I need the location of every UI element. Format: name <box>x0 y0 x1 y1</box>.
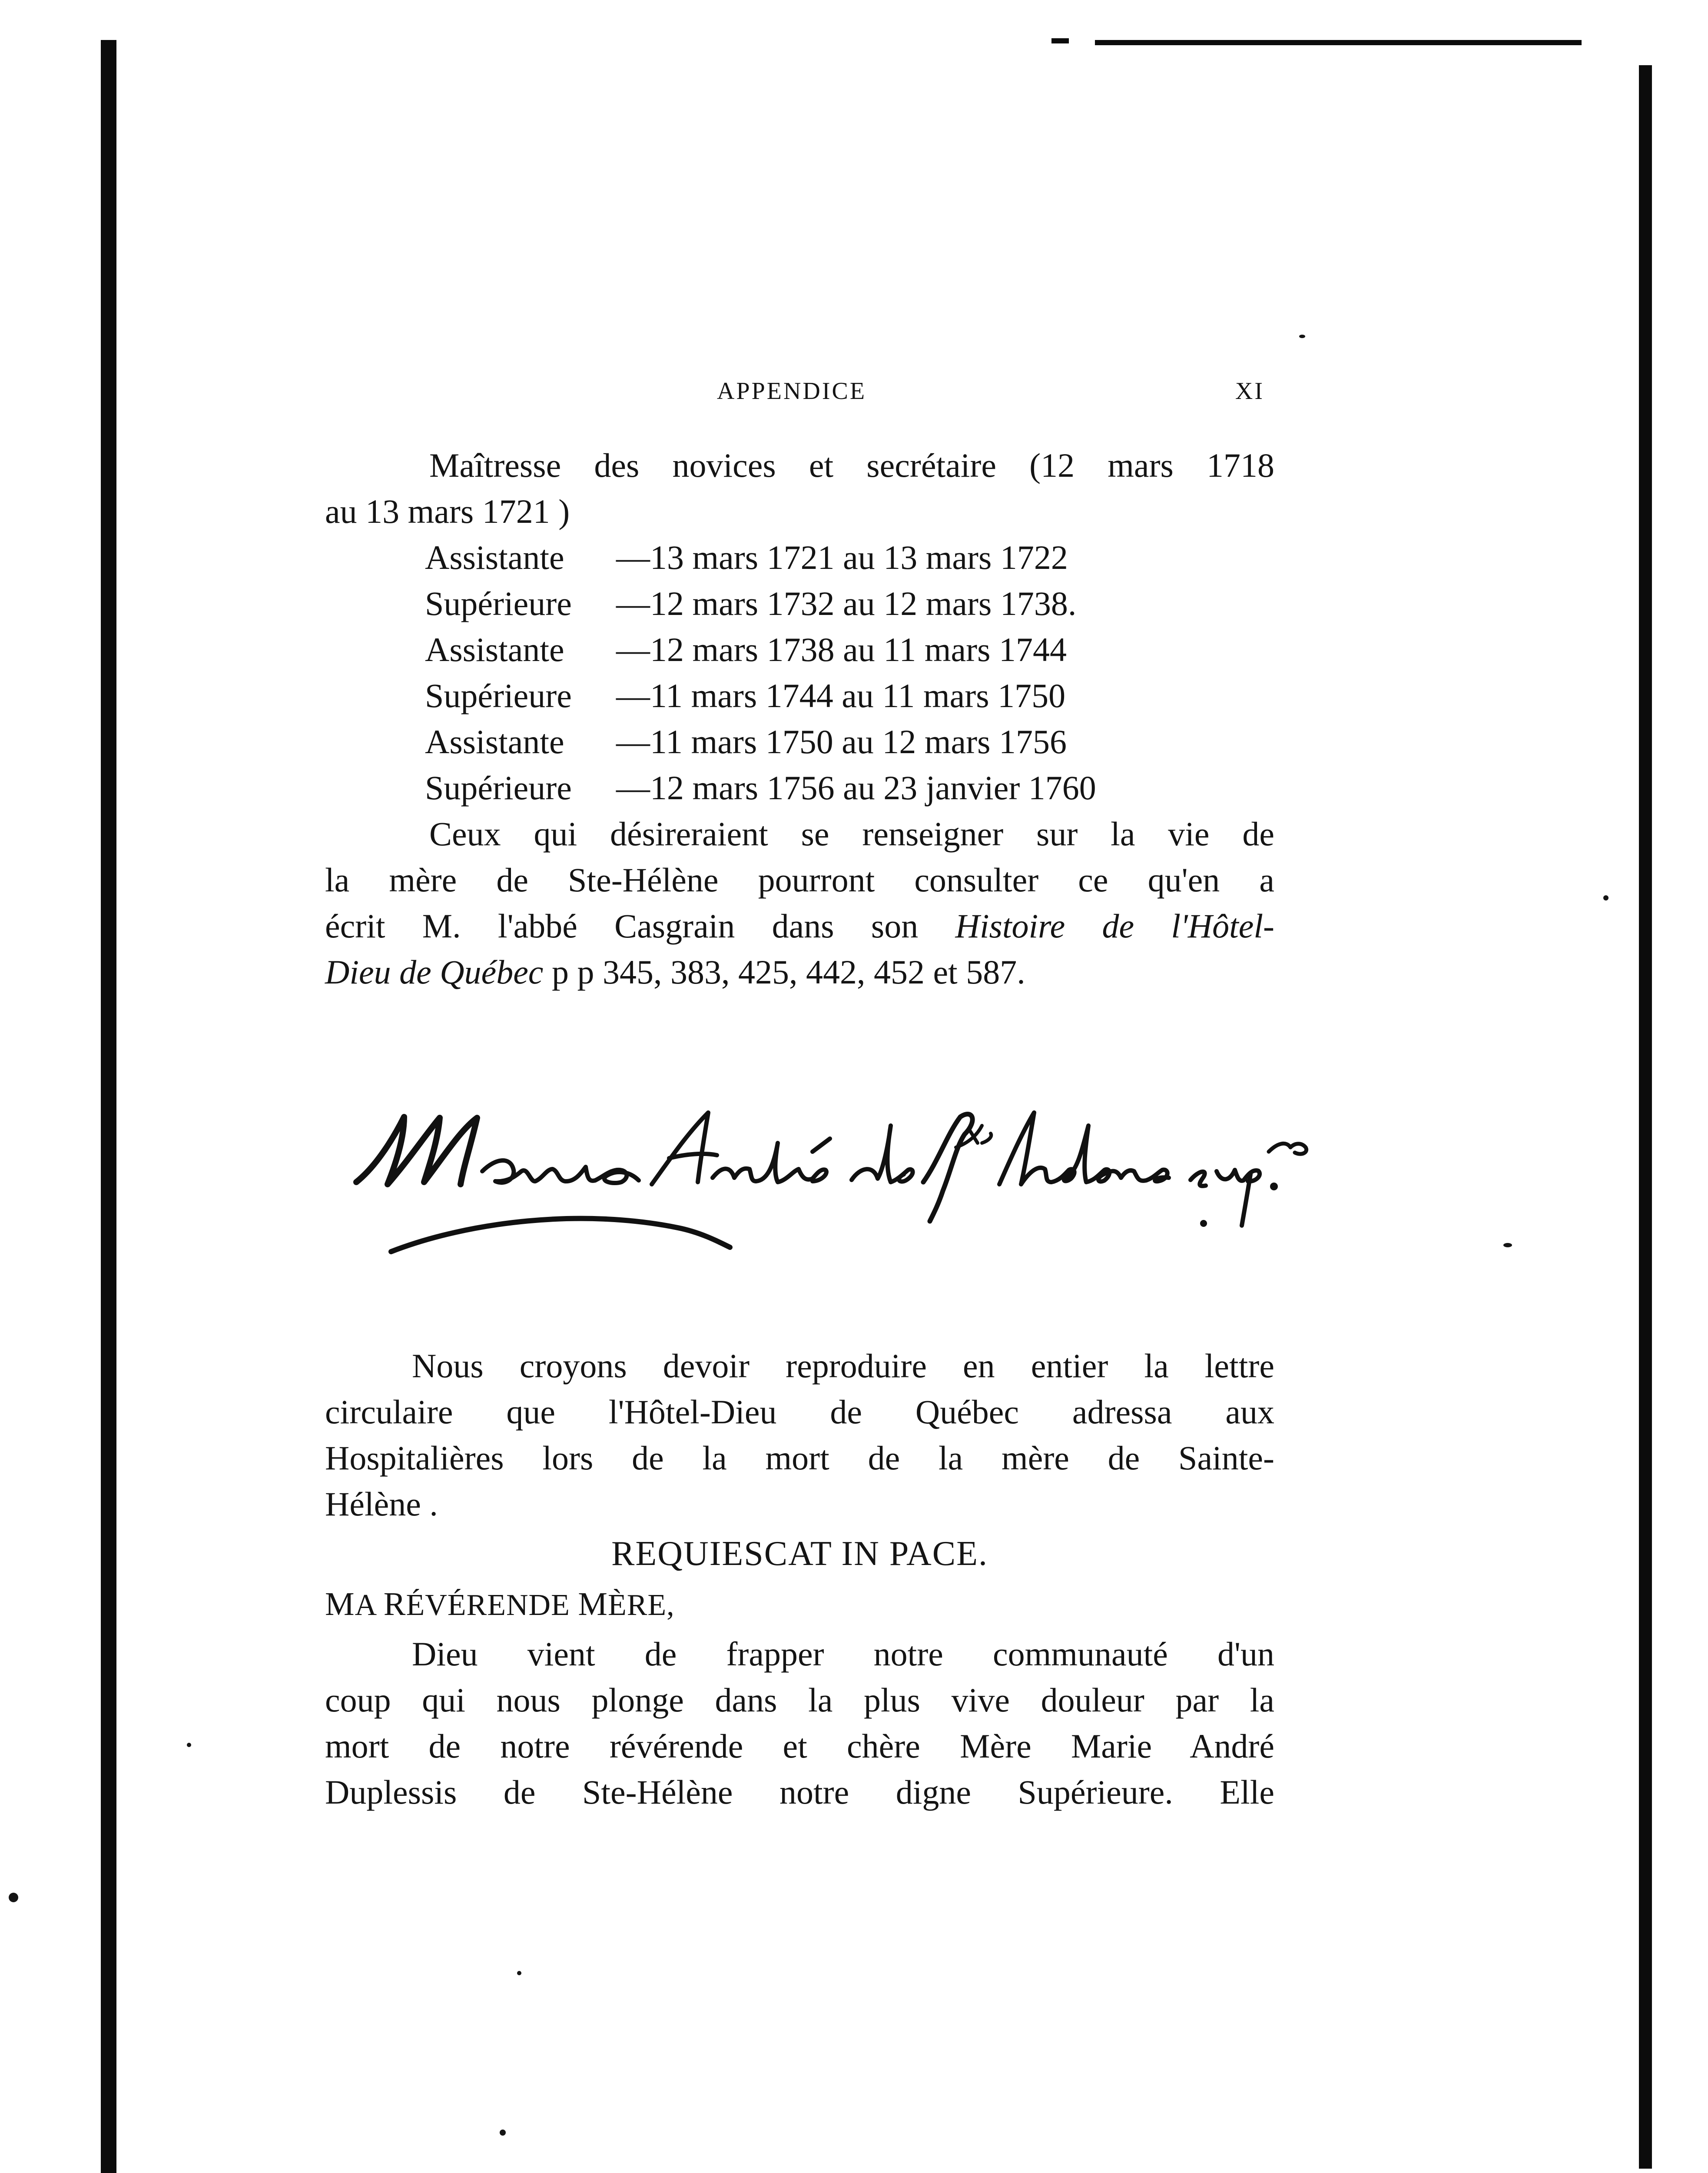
paragraph-line: au 13 mars 1721 ) <box>325 492 570 530</box>
scan-speck <box>517 1971 521 1975</box>
paragraph-line <box>325 903 1274 949</box>
scan-speck <box>187 1743 191 1747</box>
paragraph-line: Ceux qui désireraient se renseigner sur la vie de <box>429 815 1274 853</box>
tenure-item <box>325 535 1274 581</box>
scan-border-top <box>1095 40 1582 45</box>
tenure-period: —11 mars 1750 au 12 mars 1756 <box>616 723 1067 761</box>
book-title: Dieu de Québec <box>325 953 544 991</box>
tenure-item <box>325 719 1274 765</box>
salutation-part: R <box>383 1586 406 1622</box>
tenure-role: Assistante <box>425 538 564 576</box>
tenure-period: —12 mars 1756 au 23 janvier 1760 <box>616 769 1096 807</box>
tenure-role: Supérieure <box>425 677 572 714</box>
paragraph-line: Duplessis de Ste-Hélène notre digne Supérieure. Elle <box>325 1773 1274 1811</box>
scan-mark-top <box>1051 38 1069 43</box>
paragraph-line: la mère de Ste-Hélène pourront consulter ce qu'en a <box>325 861 1274 899</box>
letter-section <box>325 1343 1274 1815</box>
page-number: XI <box>1235 378 1264 405</box>
tenure-item <box>325 673 1274 719</box>
tenure-role: Supérieure <box>425 769 572 807</box>
paragraph-line: mort de notre révérende et chère Mère Marie André <box>325 1727 1274 1765</box>
tenure-role: Assistante <box>425 631 564 668</box>
page-title: APPENDICE <box>717 378 867 405</box>
salutation-part: ÉVÉRENDE <box>406 1588 578 1622</box>
salutation-part: M <box>578 1586 608 1622</box>
reference-pages: p p 345, 383, 425, 442, 452 et 587. <box>543 953 1025 991</box>
scan-speck <box>1299 335 1305 338</box>
tenure-period: —11 mars 1744 au 11 mars 1750 <box>616 677 1066 714</box>
tenure-role: Assistante <box>425 723 564 761</box>
tenure-role: Supérieure <box>425 585 572 622</box>
paragraph-line: Hospitalières lors de la mort de la mère de Sainte- <box>325 1439 1274 1477</box>
paragraph-line: Dieu vient de frapper notre communauté d'un <box>412 1635 1274 1673</box>
salutation-part: ÈRE, <box>607 1588 675 1622</box>
scan-border-right <box>1639 65 1652 2169</box>
reference-text: écrit M. l'abbé Casgrain dans son <box>325 907 955 945</box>
tenure-period: —13 mars 1721 au 13 mars 1722 <box>616 538 1068 576</box>
scan-speck <box>9 1893 18 1902</box>
book-title: Histoire de l'Hôtel- <box>955 907 1274 945</box>
running-head <box>326 377 1273 412</box>
letter-heading: REQUIESCAT IN PACE. <box>611 1535 988 1573</box>
handwritten-signature <box>339 1078 1325 1286</box>
tenure-period: —12 mars 1738 au 11 mars 1744 <box>616 631 1067 668</box>
paragraph-line: circulaire que l'Hôtel-Dieu de Québec adressa aux <box>325 1393 1274 1431</box>
scan-border-left <box>101 40 116 2173</box>
paragraph-line: coup qui nous plonge dans la plus vive douleur par la <box>325 1681 1274 1719</box>
paragraph-line <box>325 949 1274 995</box>
scan-speck <box>500 2130 506 2136</box>
paragraph-line: Maîtresse des novices et secrétaire (12 mars 1718 <box>429 446 1274 484</box>
tenure-list <box>325 535 1274 811</box>
scan-speck <box>1503 1243 1512 1247</box>
letter-salutation <box>325 1581 1274 1628</box>
tenure-period: —12 mars 1732 au 12 mars 1738. <box>616 585 1077 622</box>
tenure-item <box>325 765 1274 811</box>
tenure-item <box>325 627 1274 673</box>
tenure-item <box>325 581 1274 627</box>
biography-section <box>325 442 1274 995</box>
paragraph-line: Nous croyons devoir reproduire en entier la lettre <box>412 1347 1274 1385</box>
scan-speck <box>1603 895 1609 900</box>
paragraph-line: Hélène . <box>325 1485 438 1523</box>
salutation-part: A <box>355 1588 384 1622</box>
salutation-part: M <box>325 1586 355 1622</box>
